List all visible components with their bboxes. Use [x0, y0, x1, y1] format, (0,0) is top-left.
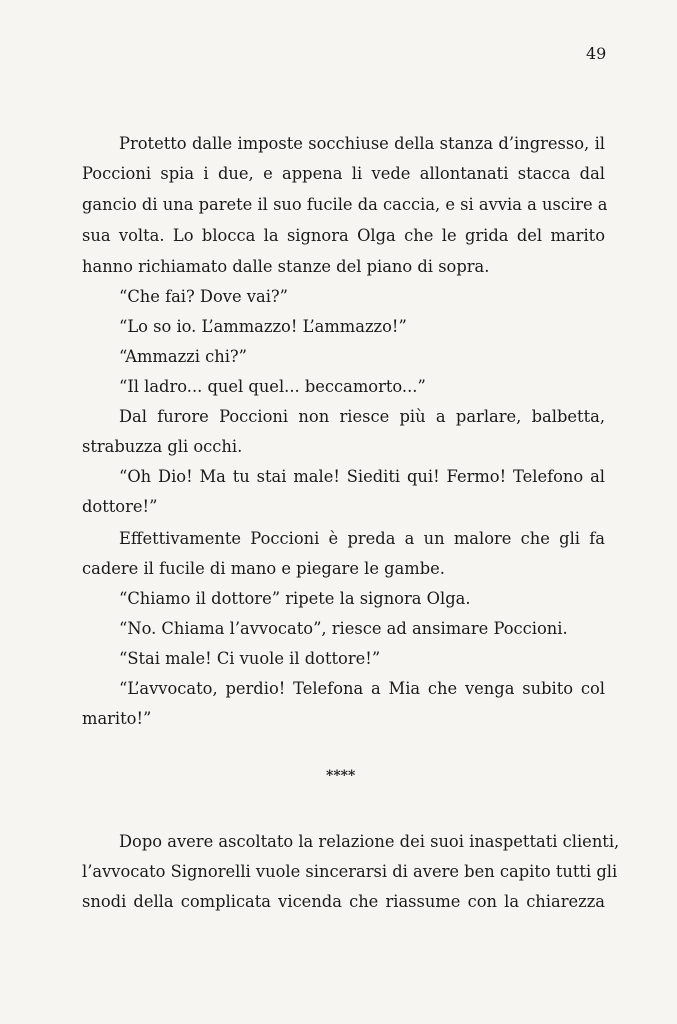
- text-line: “Ammazzi chi?”: [119, 347, 247, 366]
- text-line: Dopo avere ascoltato la relazione dei suoi inaspettati clienti,: [119, 832, 620, 851]
- text-line: hanno richiamato dalle stanze del piano di sopra.: [82, 257, 490, 276]
- text-line: l’avvocato Signorelli vuole sincerarsi di avere ben capito tutti gli: [82, 862, 618, 881]
- page-number: 49: [586, 44, 607, 63]
- text-line: sua volta. Lo blocca la signora Olga che le grida del marito: [82, 226, 605, 245]
- text-line: snodi della complicata vicenda che riassume con la chiarezza: [82, 892, 605, 911]
- text-line: cadere il fucile di mano e piegare le gambe.: [82, 559, 445, 578]
- text-line: “Il ladro... quel quel... beccamorto...”: [119, 377, 426, 396]
- text-line: Poccioni spia i due, e appena li vede allontanati stacca dal: [82, 164, 605, 183]
- text-line: Protetto dalle imposte socchiuse della stanza d’ingresso, il: [119, 134, 605, 153]
- text-line: “Lo so io. L’ammazzo! L’ammazzo!”: [119, 317, 407, 336]
- text-line: gancio di una parete il suo fucile da caccia, e si avvia a uscire a: [82, 195, 608, 214]
- text-line: “L’avvocato, perdio! Telefona a Mia che venga subito col: [119, 679, 605, 698]
- text-line: “No. Chiama l’avvocato”, riesce ad ansimare Poccioni.: [119, 619, 568, 638]
- text-line: “Stai male! Ci vuole il dottore!”: [119, 649, 381, 668]
- text-line: marito!”: [82, 709, 152, 728]
- text-line: Effettivamente Poccioni è preda a un malore che gli fa: [119, 529, 605, 548]
- text-line: “Che fai? Dove vai?”: [119, 287, 288, 306]
- text-line: “Oh Dio! Ma tu stai male! Siediti qui! Fermo! Telefono al: [119, 467, 605, 486]
- text-line: “Chiamo il dottore” ripete la signora Olga.: [119, 589, 471, 608]
- text-line: strabuzza gli occhi.: [82, 437, 243, 456]
- text-line: Dal furore Poccioni non riesce più a parlare, balbetta,: [119, 407, 605, 426]
- text-line: dottore!”: [82, 497, 158, 516]
- section-separator: ****: [326, 768, 356, 784]
